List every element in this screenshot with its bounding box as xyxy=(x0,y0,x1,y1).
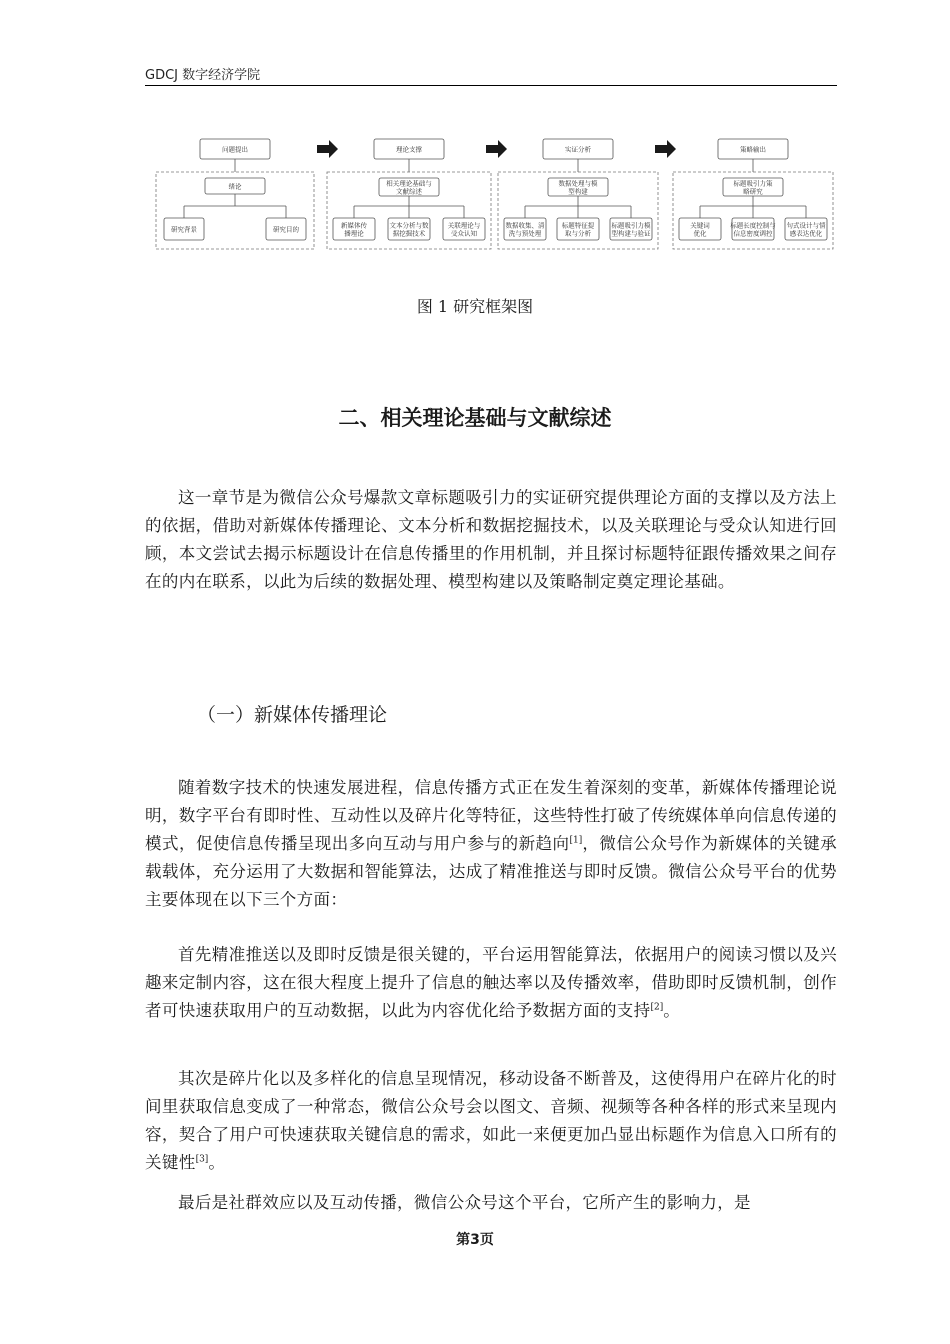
flow-arrow-icon xyxy=(317,140,338,158)
stage-mid-label: 型构建 xyxy=(568,187,588,196)
stage-top-label: 问题提出 xyxy=(222,145,248,154)
stage-leaf-label: 研究目的 xyxy=(273,225,299,234)
stage-leaf-label: 型构建与验证 xyxy=(611,229,651,238)
stage-mid-label: 略研究 xyxy=(743,187,763,196)
stage-leaf-label: 感表达优化 xyxy=(789,229,823,238)
stage-mid-label: 相关理论基础与 xyxy=(386,179,432,188)
p2-text-a: 随着数字技术的快速发展进程，信息传播方式正在发生着深刻的变革，新媒体传播理论说明，数字平台有即时性、互动性以及碎片化等特征，这些特性打破了传统媒体单向信息传递的模式，促使信息传播呈现出多向互动与用户参与的新趋向 xyxy=(145,778,837,853)
stage-leaf-label: 文本分析与数 xyxy=(389,221,429,230)
stage-top-label: 实证分析 xyxy=(565,145,591,154)
stage-leaf-label: 关联理论与 xyxy=(447,221,481,230)
page-number: 第3页 xyxy=(456,1232,494,1248)
stage-leaf-label: 优化 xyxy=(693,229,707,238)
stage-leaf-label: 取与分析 xyxy=(565,229,591,238)
body-paragraph-1 xyxy=(145,774,837,914)
stage-leaf-label: 信息密度调控 xyxy=(733,229,773,238)
flow-arrow-icon xyxy=(486,140,507,158)
stage-leaf-label: 据挖掘技术 xyxy=(392,229,426,238)
p2-text-b: ，微信公众号作为新媒体的关键承载载体，充分运用了大数据和智能算法，达成了精准推送与即时反馈。微信公众号平台的优势主要体现在以下三个方面： xyxy=(145,834,838,909)
stage-top-label: 策略输出 xyxy=(740,145,766,154)
stage-mid-label: 数据处理与模 xyxy=(558,179,598,188)
page-header: GDCJ 数字经济学院 xyxy=(145,68,261,83)
stage-mid-label: 文献综述 xyxy=(396,187,422,196)
citation-1: [1] xyxy=(569,835,583,846)
header-rule xyxy=(145,85,837,86)
body-paragraph-2 xyxy=(145,941,837,1025)
p4-text-b: 。 xyxy=(208,1153,226,1172)
stage-mid-label: 绪论 xyxy=(228,182,242,191)
stage-leaf-label: 句式设计与情 xyxy=(786,221,826,230)
body-paragraph-3 xyxy=(145,1065,837,1177)
p3-text-b: 。 xyxy=(663,1001,681,1020)
stage-leaf-label: 标题长度控制与 xyxy=(730,221,776,230)
p4-text-a: 其次是碎片化以及多样化的信息呈现情况，移动设备不断普及，这使得用户在碎片化的时间里获取信息变成了一种常态，微信公众号会以图文、音频、视频等各种各样的形式来呈现内容，契合了用户可快速获取关键信息的需求，如此一来便更加凸显出标题作为信息入口所有的关键性 xyxy=(145,1069,837,1172)
intro-paragraph: 这一章节是为微信公众号爆款文章标题吸引力的实证研究提供理论方面的支撑以及方法上的依据，借助对新媒体传播理论、文本分析和数据挖掘技术，以及关联理论与受众认知进行回顾，本文尝试去揭示标题设计在信息传播里的作用机制，并且探讨标题特征跟传播效果之间存在的内在联系，以此为后续的数据处理、模型构建以及策略制定奠定理论基础。 xyxy=(145,488,837,591)
stage-mid-label: 标题吸引力策 xyxy=(733,179,773,188)
stage-leaf-label: 标题特征提 xyxy=(561,221,595,230)
stage-leaf-label: 洗与预处理 xyxy=(508,229,542,238)
p3-text-a: 首先精准推送以及即时反馈是很关键的，平台运用智能算法，依据用户的阅读习惯以及兴趣来定制内容，这在很大程度上提升了信息的触达率以及传播效率，借助即时反馈机制，创作者可快速获取用户的互动数据，以此为内容优化给予数据方面的支持 xyxy=(145,945,837,1020)
section-title: 二、相关理论基础与文献综述 xyxy=(338,406,612,430)
citation-3: [3] xyxy=(195,1154,209,1165)
stage-leaf-label: 新媒体传 xyxy=(341,221,367,230)
figure-caption: 图 1 研究框架图 xyxy=(416,297,534,316)
research-framework-figure xyxy=(150,130,840,255)
flow-arrow-icon xyxy=(655,140,676,158)
stage-leaf-label: 受众认知 xyxy=(451,229,477,238)
stage-leaf-label: 播理论 xyxy=(344,229,364,238)
stage-leaf-label: 数据收集、清 xyxy=(505,221,545,230)
stage-leaf-label: 研究背景 xyxy=(171,225,197,234)
stage-leaf-label: 标题吸引力模 xyxy=(611,221,651,230)
stage-top-label: 理论支撑 xyxy=(396,145,422,154)
citation-2: [2] xyxy=(650,1002,664,1013)
body-paragraph-4: 最后是社群效应以及互动传播，微信公众号这个平台，它所产生的影响力，是 xyxy=(178,1193,751,1212)
subsection-title: （一）新媒体传播理论 xyxy=(197,704,388,726)
stage-leaf-label: 关键词 xyxy=(690,221,710,230)
